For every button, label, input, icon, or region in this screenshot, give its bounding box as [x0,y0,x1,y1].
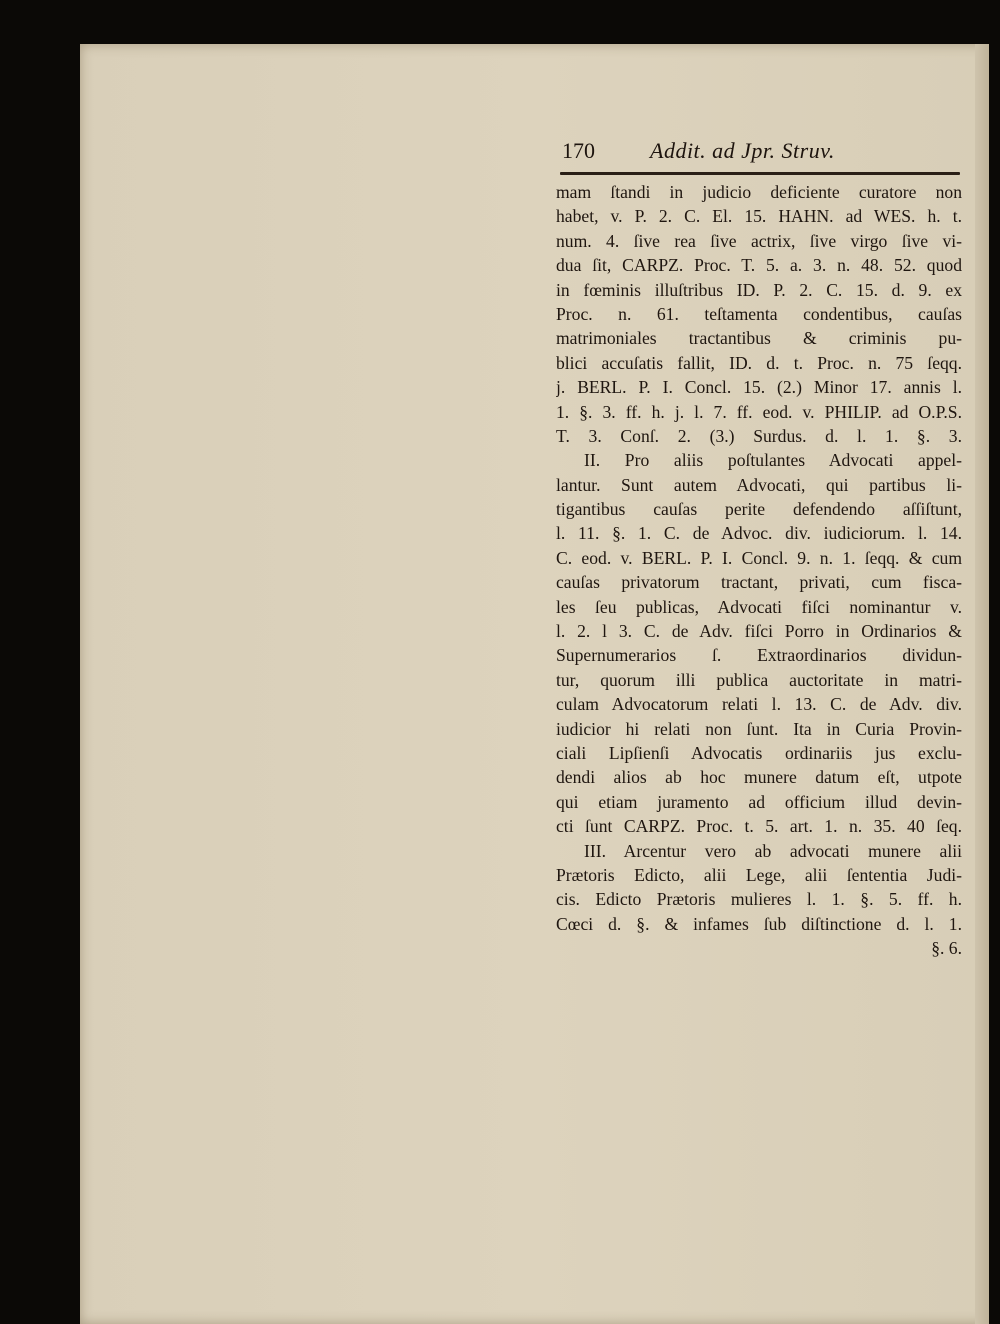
text-line: Supernumerarios ſ. Extraordinarios dividun- [556,645,962,666]
text-line: habet, v. P. 2. C. El. 15. HAHN. ad WES. h. t. [556,206,962,227]
text-line: dua ſit, CARPZ. Proc. T. 5. a. 3. n. 48. 52. quod [556,255,962,276]
text-line: culam Advocatorum relati l. 13. C. de Adv. div. [556,694,962,715]
text-line: C. eod. v. BERL. P. I. Concl. 9. n. 1. ſeqq. & cum [556,547,962,568]
page-number: 170 [562,138,595,163]
header-rule [560,172,960,175]
running-title: Addit. ad Jpr. Struv. [650,138,835,163]
text-line: j. BERL. P. I. Concl. 15. (2.) Minor 17. annis l. [556,377,962,398]
text-line: l. 11. §. 1. C. de Advoc. div. iudiciorum. l. 14. [556,523,962,544]
text-line: num. 4. ſive rea ſive actrix, ſive virgo ſive vi- [556,230,962,251]
text-line: Prætoris Edicto, alii Lege, alii ſententia Judi- [556,864,962,885]
text-line: lantur. Sunt autem Advocati, qui partibus li- [556,474,962,495]
page-header [562,138,962,170]
text-line: II. Pro aliis poſtulantes Advocati appel- [584,450,962,471]
text-line: blici accuſatis fallit, ID. d. t. Proc. n. 75 ſeqq. [556,352,962,373]
text-line: §. 6. [931,938,962,959]
text-line: cti ſunt CARPZ. Proc. t. 5. art. 1. n. 35. 40 ſeq. [556,816,962,837]
text-line: III. Arcentur vero ab advocati munere alii [584,840,962,861]
text-line: dendi alios ab hoc munere datum eſt, utpote [556,767,962,788]
text-line: qui etiam juramento ad officium illud devin- [556,791,962,812]
text-line: tigantibus cauſas perite defendendo aſſiſtunt, [556,499,962,520]
text-line: les ſeu publicas, Advocati fiſci nominantur v. [556,596,962,617]
text-line: ciali Lipſienſi Advocatis ordinariis jus exclu- [556,742,962,763]
text-line: cauſas privatorum tractant, privati, cum fisca- [556,572,962,593]
text-line: iudicior hi relati non ſunt. Ita in Curia Provin- [556,718,962,739]
text-line: 1. §. 3. ff. h. j. l. 7. ff. eod. v. PHILIP. ad O.P.S. [556,401,962,422]
text-line: T. 3. Conſ. 2. (3.) Surdus. d. l. 1. §. 3. [556,425,962,446]
text-line: Proc. n. 61. teſtamenta condentibus, cauſas [556,303,962,324]
text-line: tur, quorum illi publica auctoritate in matri- [556,669,962,690]
text-line: cis. Edicto Prætoris mulieres l. 1. §. 5. ff. h. [556,889,962,910]
page-edge [975,44,989,1324]
body-text [556,180,962,961]
text-line: in fœminis illuſtribus ID. P. 2. C. 15. d. 9. ex [556,279,962,300]
text-line: mam ſtandi in judicio deficiente curatore non [556,182,962,202]
text-line: Cœci d. §. & infames ſub diſtinctione d. l. 1. [556,913,962,934]
text-line: l. 2. l 3. C. de Adv. fiſci Porro in Ordinarios & [556,621,962,642]
text-line: matrimoniales tractantibus & criminis pu- [556,328,962,349]
